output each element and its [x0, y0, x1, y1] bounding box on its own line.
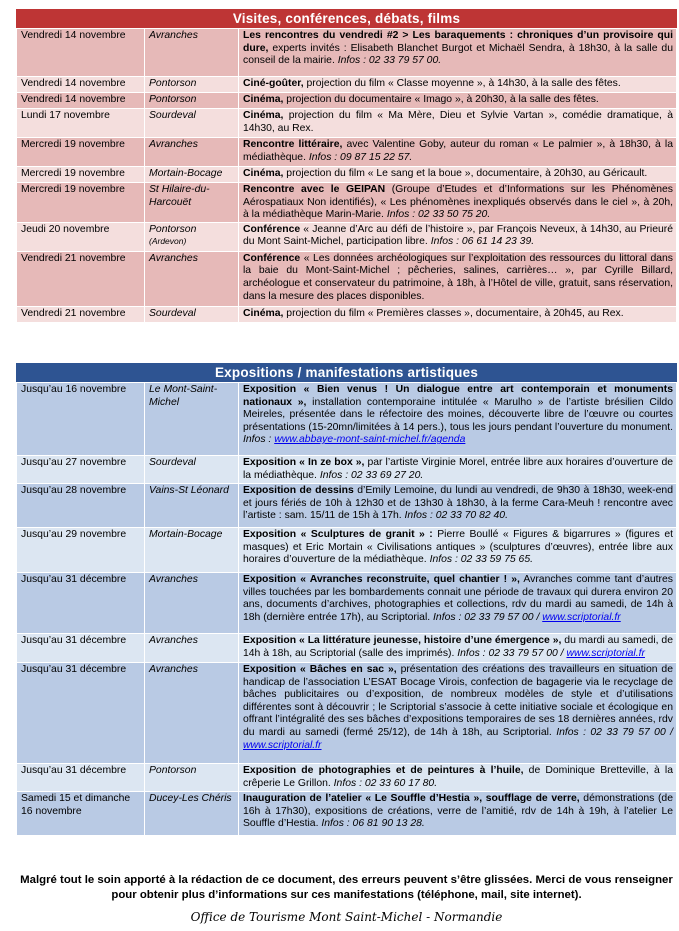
- event-date: Jusqu’au 31 décembre: [17, 573, 145, 634]
- visites-section: [16, 9, 677, 323]
- event-place: [145, 663, 239, 764]
- event-place: [145, 77, 239, 93]
- event-place: [145, 29, 239, 77]
- table-row: [17, 183, 677, 223]
- event-place-name: Le Mont-Saint-Michel: [149, 384, 218, 408]
- event-place-name: Pontorson: [149, 223, 197, 235]
- event-place: [145, 792, 239, 836]
- event-description: [239, 222, 677, 251]
- event-description: [239, 138, 677, 167]
- event-text: Avranches comme tant d’autres villes touchées par les bombardements connait une période de travaux qui durera environ 20 ans, documents d’archives, photographies et collections, rdv du mardi au samedi, de 14h à 18h (dernière entrée 17h), au Scriptorial.: [243, 574, 673, 623]
- event-place-name: Mortain-Bocage: [149, 168, 223, 179]
- event-title: Cinéma,: [243, 168, 284, 179]
- table-row: [17, 138, 677, 167]
- event-place: [145, 251, 239, 306]
- event-place-name: Pontorson: [149, 94, 197, 105]
- event-date: Mercredi 19 novembre: [17, 183, 145, 223]
- event-place: [145, 634, 239, 663]
- event-link[interactable]: www.scriptorial.fr: [542, 611, 621, 623]
- event-subplace: (Ardevon): [149, 236, 187, 247]
- event-title: Les rencontres du vendredi #2 > Les baraquements : chroniques d’un provisoire qui dure,: [243, 30, 673, 54]
- event-text: démonstrations (de 16h à 17h30), expositions de créations, verre de l’amitié, rdv de 14h à 19h, à l’atelier Le Souffle d’Hestia.: [243, 793, 673, 830]
- event-place-name: Sourdeval: [149, 307, 196, 319]
- event-description: [239, 183, 677, 223]
- event-place: [145, 167, 239, 183]
- event-info: Infos : 02 33 79 57 00 /: [433, 611, 540, 623]
- event-link[interactable]: www.abbaye-mont-saint-michel.fr/agenda: [274, 434, 466, 446]
- event-info: Infos : 02 33 79 57 00.: [337, 55, 442, 67]
- event-description: [239, 456, 677, 484]
- table-row: [17, 484, 677, 528]
- expositions-table: [16, 382, 677, 836]
- event-text: présentation des créations des travailleurs en situation de handicap de l’association L’ESAT Bocage Virois, confection de bagagerie via le recyclage de bâches publicitaires ou d’exposition, de nombreux modèles de style et d’utilisations différentes sont à découvrir ; le Scriptorial s’associe à cette initiative sociale et écologique en offrant l’intégralité des ses bâches d’expositions temporaires de ses 18 dernières années, rdv du mardi au samedi (fermé 25/12), de 14h à 18h, au Scriptorial.: [243, 664, 673, 738]
- event-title: Exposition « Bâches en sac »,: [243, 664, 397, 675]
- event-place-name: Avranches: [149, 252, 198, 264]
- table-row: [17, 792, 677, 836]
- event-info: Infos : 02 33 79 57 00 /: [556, 726, 674, 738]
- event-title: Ciné-goûter,: [243, 78, 304, 89]
- event-title: Cinéma,: [243, 110, 284, 121]
- event-place: [145, 573, 239, 634]
- event-description: [239, 764, 677, 792]
- event-title: Cinéma,: [243, 94, 284, 105]
- event-info: Infos : 02 33 50 75 20.: [386, 209, 491, 221]
- event-description: [239, 109, 677, 138]
- event-place-name: Vains-St Léonard: [149, 485, 229, 496]
- event-place: [145, 484, 239, 528]
- table-row: [17, 764, 677, 792]
- event-description: [239, 167, 677, 183]
- event-description: [239, 634, 677, 663]
- event-text: « Les données archéologiques sur l’exploitation des ressources du littoral dans la baie du Mont-Saint-Michel ; pêcheries, salines, carrières… », par Cyrille Billard, archéologue et conservateur du patrimoine, à 18h, à l’Hôtel de ville, gratuit, sans réservation, dans la mesure des places disponibles.: [243, 252, 673, 302]
- event-date: Jeudi 20 novembre: [17, 222, 145, 251]
- event-place-name: Sourdeval: [149, 457, 196, 468]
- event-info: Infos : 09 87 15 22 57.: [308, 151, 413, 163]
- event-date: Lundi 17 novembre: [17, 109, 145, 138]
- event-date: Mercredi 19 novembre: [17, 138, 145, 167]
- event-text: projection du film « Premières classes », documentaire, à 20h45, au Rex.: [283, 307, 624, 319]
- event-place-name: Avranches: [149, 139, 198, 150]
- event-description: [239, 573, 677, 634]
- event-place-name: Sourdeval: [149, 110, 196, 121]
- event-description: [239, 77, 677, 93]
- event-place: [145, 764, 239, 792]
- table-row: [17, 77, 677, 93]
- event-place: [145, 183, 239, 223]
- event-text: par l’artiste Virginie Morel, entrée libre aux horaires d’ouverture de la médiathèque.: [243, 457, 674, 481]
- event-text: projection du film « Classe moyenne », à 14h30, à la salle des fêtes.: [303, 78, 621, 89]
- event-place-name: Avranches: [149, 574, 198, 585]
- visites-section-title: Visites, conférences, débats, films: [16, 9, 677, 28]
- event-date: Jusqu’au 29 novembre: [17, 528, 145, 573]
- event-info: Infos : 06 81 90 13 28.: [321, 818, 425, 830]
- event-title: Exposition « In ze box »,: [243, 457, 365, 468]
- event-description: [239, 663, 677, 764]
- table-row: [17, 528, 677, 573]
- event-description: [239, 528, 677, 573]
- table-row: [17, 573, 677, 634]
- event-title: Inauguration de l’atelier « Le Souffle d’Hestia », soufflage de verre,: [243, 793, 580, 804]
- event-description: [239, 484, 677, 528]
- expositions-section: [16, 363, 677, 836]
- event-text: d’Emily Lemoine, du lundi au vendredi, de 9h30 à 18h30, week-end et jours fériés de 10h à 12h30 et de 13h30 à 18h30, à la ferme Cara-Meuh ! rencontre avec l’artiste : sam. 15/11 de 15h à 17h.: [243, 485, 673, 522]
- event-text: de Dominique Bretteville, à la crêperie Le Grillon.: [243, 765, 673, 789]
- event-info: Infos : 02 33 70 82 40.: [404, 510, 508, 522]
- table-row: [17, 456, 677, 484]
- event-title: Exposition « Avranches reconstruite, quel chantier ! »,: [243, 574, 520, 585]
- event-date: Jusqu’au 31 décembre: [17, 634, 145, 663]
- table-row: [17, 306, 677, 322]
- event-date: Vendredi 14 novembre: [17, 77, 145, 93]
- table-row: [17, 93, 677, 109]
- event-text: du mardi au samedi, de 14h à 18h, au Scriptorial (salle des imprimés).: [243, 635, 673, 659]
- event-date: Jusqu’au 27 novembre: [17, 456, 145, 484]
- event-title: Cinéma,: [243, 307, 284, 319]
- event-title: Exposition de photographies et de peintures à l’huile,: [243, 765, 524, 776]
- event-text: projection du film « Ma Mère, Dieu et Sylvie Vartan », comédie dramatique, à 14h30, au Rex.: [243, 110, 673, 134]
- event-description: [239, 29, 677, 77]
- event-place-name: Pontorson: [149, 765, 197, 776]
- table-row: [17, 29, 677, 77]
- event-place: [145, 456, 239, 484]
- event-description: [239, 383, 677, 456]
- event-place-name: Avranches: [149, 635, 198, 646]
- event-place: [145, 222, 239, 251]
- table-row: [17, 109, 677, 138]
- event-date: Vendredi 14 novembre: [17, 29, 145, 77]
- event-place-name: St Hilaire-du-Harcouët: [149, 184, 210, 208]
- event-text: Pierre Boullé « Figures & bigarrures » (figures et masques) et Eric Mortain « Civilisations antiques » (sculptures d’œuvres), entrée libre aux horaires d’ouverture de la médiathèque.: [243, 529, 674, 566]
- table-row: [17, 383, 677, 456]
- event-place: [145, 528, 239, 573]
- event-title: Conférence: [243, 223, 301, 235]
- event-text: experts invités : Elisabeth Blanchet Burgot et Michaël Sendra, à 18h30, à la salle du conseil de la mairie.: [243, 42, 673, 67]
- event-info: Infos : 02 33 60 17 80.: [333, 777, 438, 789]
- event-date: Jusqu’au 31 décembre: [17, 764, 145, 792]
- event-description: [239, 792, 677, 836]
- footer-signature: Office de Tourisme Mont Saint-Michel - Normandie: [190, 910, 503, 924]
- event-place-name: Mortain-Bocage: [149, 529, 223, 540]
- event-info: Infos : 02 33 69 27 20.: [319, 469, 424, 481]
- event-date: Jusqu’au 28 novembre: [17, 484, 145, 528]
- event-date: Vendredi 21 novembre: [17, 306, 145, 322]
- event-title: Exposition de dessins: [243, 485, 354, 496]
- event-title: Exposition « Sculptures de granit » :: [243, 529, 433, 540]
- event-place: [145, 138, 239, 167]
- event-description: [239, 93, 677, 109]
- event-date: Mercredi 19 novembre: [17, 167, 145, 183]
- event-link[interactable]: www.scriptorial.fr: [566, 647, 645, 659]
- event-place: [145, 383, 239, 456]
- event-place: [145, 109, 239, 138]
- event-date: Samedi 15 et dimanche 16 novembre: [17, 792, 145, 836]
- table-row: [17, 663, 677, 764]
- event-title: Exposition « La littérature jeunesse, histoire d’une émergence »,: [243, 635, 562, 646]
- event-place-name: Ducey-Les Chéris: [149, 793, 232, 804]
- table-row: [17, 634, 677, 663]
- table-row: [17, 222, 677, 251]
- event-info: Infos : 02 33 79 57 00 /: [457, 647, 564, 659]
- event-date: Vendredi 14 novembre: [17, 93, 145, 109]
- event-date: Jusqu’au 31 décembre: [17, 663, 145, 764]
- event-text: avec Valentine Goby, auteur du roman « Le palmier », à 18h30, à la médiathèque.: [243, 139, 673, 163]
- event-place-name: Avranches: [149, 30, 198, 41]
- event-text: installation contemporaine intitulée « Marulho » de l’artiste brésilien Cildo Meireles, présentée dans le réfectoire des moines, découverte libre de l’œuvre ou courtes présentations (15-20mn/limitées à 14 pers.), tous les jours pendant l’ouverture du monument.: [243, 396, 673, 433]
- event-info: Infos : 02 33 59 75 65.: [429, 554, 533, 566]
- table-row: [17, 167, 677, 183]
- event-link[interactable]: www.scriptorial.fr: [243, 739, 322, 751]
- event-info: Infos :: [243, 434, 272, 446]
- event-place-name: Avranches: [149, 664, 198, 675]
- expositions-section-title: Expositions / manifestations artistiques: [16, 363, 677, 382]
- visites-table: [16, 28, 677, 323]
- event-date: Jusqu’au 16 novembre: [17, 383, 145, 456]
- event-title: Rencontre littéraire,: [243, 139, 343, 150]
- event-text: projection du documentaire « Imago », à 20h30, à la salle des fêtes.: [283, 94, 599, 105]
- table-row: [17, 251, 677, 306]
- event-title: Exposition « Bien venus ! Un dialogue entre art contemporain et monuments nationaux »,: [243, 384, 673, 408]
- event-text: (Groupe d’Etudes et d’Informations sur les Phénomènes Aérospatiaux Non identifiés), « Les phénomènes inexpliqués observés dans le ciel », à 20h, à la médiathèque Marin-Marie.: [243, 184, 673, 221]
- event-place-name: Pontorson: [149, 78, 197, 89]
- event-title: Conférence: [243, 252, 301, 264]
- event-place: [145, 93, 239, 109]
- event-text: projection du film « Le sang et la boue », documentaire, à 20h30, au Géricault.: [283, 168, 648, 179]
- disclaimer: Malgré tout le soin apporté à la rédaction de ce document, des erreurs peuvent s’être glissées. Merci de vous renseigner pour obtenir plus d’informations sur ces manifestations (téléphone, mail, site internet).: [20, 874, 673, 901]
- event-place: [145, 306, 239, 322]
- event-title: Rencontre avec le GEIPAN: [243, 184, 386, 195]
- event-text: « Jeanne d’Arc au défi de l’histoire », par François Neveux, à 14h30, au Prieuré du Mont Saint-Michel, participation libre.: [243, 223, 673, 248]
- event-description: [239, 251, 677, 306]
- event-date: Vendredi 21 novembre: [17, 251, 145, 306]
- event-info: Infos : 06 61 14 23 39.: [430, 236, 535, 248]
- event-description: [239, 306, 677, 322]
